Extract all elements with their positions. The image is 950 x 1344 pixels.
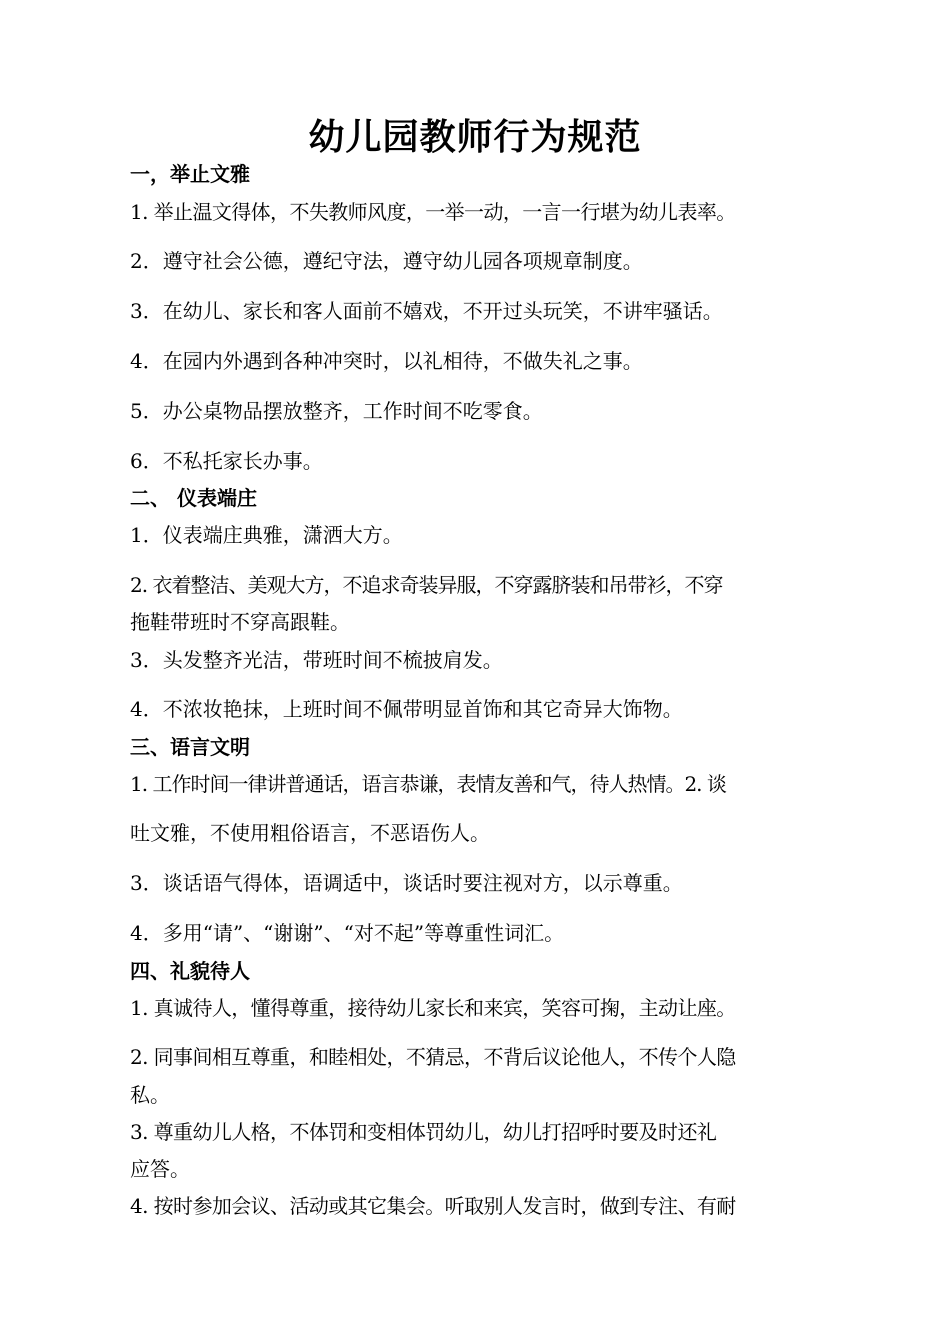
section-2-line-2: 2. 衣着整洁、美观大方，不追求奇装异服，不穿露脐装和吊带衫，不穿	[130, 573, 723, 597]
section-heading-2: 二、 仪表端庄	[130, 486, 257, 510]
section-4-line-6: 4. 按时参加会议、活动或其它集会。听取别人发言时，做到专注、有耐	[130, 1194, 736, 1218]
section-2-line-3: 拖鞋带班时不穿高跟鞋。	[130, 610, 350, 634]
section-1-line-4: 4．在园内外遇到各种冲突时，以礼相待，不做失礼之事。	[130, 349, 643, 373]
section-4-line-3: 私。	[130, 1083, 170, 1107]
section-3-line-2: 吐文雅，不使用粗俗语言，不恶语伤人。	[130, 821, 490, 845]
section-1-line-3: 3．在幼儿、家长和客人面前不嬉戏，不开过头玩笑，不讲牢骚话。	[130, 299, 723, 323]
section-2-line-4: 3．头发整齐光洁，带班时间不梳披肩发。	[130, 648, 503, 672]
section-3-line-4: 4．多用“请”、“谢谢”、“对不起”等尊重性词汇。	[130, 921, 565, 945]
document-title: 幼儿园教师行为规范	[308, 117, 642, 158]
section-4-line-4: 3. 尊重幼儿人格，不体罚和变相体罚幼儿，幼儿打招呼时要及时还礼	[130, 1120, 717, 1144]
section-1-line-2: 2．遵守社会公德，遵纪守法，遵守幼儿园各项规章制度。	[130, 249, 643, 273]
section-heading-3: 三、语言文明	[130, 735, 250, 759]
section-3-line-3: 3．谈话语气得体，语调适中，谈话时要注视对方，以示尊重。	[130, 871, 683, 895]
section-2-line-1: 1．仪表端庄典雅，潇洒大方。	[130, 523, 403, 547]
section-heading-1: 一，举止文雅	[130, 162, 250, 186]
section-4-line-5: 应答。	[130, 1157, 190, 1181]
section-2-line-5: 4．不浓妆艳抹，上班时间不佩带明显首饰和其它奇异大饰物。	[130, 697, 683, 721]
section-4-line-1: 1. 真诚待人，懂得尊重，接待幼儿家长和来宾，笑容可掬，主动让座。	[130, 996, 736, 1020]
section-heading-4: 四、礼貌待人	[130, 959, 250, 983]
section-1-line-1: 1. 举止温文得体，不失教师风度，一举一动，一言一行堪为幼儿表率。	[130, 200, 736, 224]
section-1-line-6: 6．不私托家长办事。	[130, 449, 323, 473]
section-1-line-5: 5．办公桌物品摆放整齐，工作时间不吃零食。	[130, 399, 543, 423]
section-4-line-2: 2. 同事间相互尊重，和睦相处，不猜忌，不背后议论他人，不传个人隐	[130, 1045, 736, 1069]
section-3-line-1: 1. 工作时间一律讲普通话，语言恭谦，表情友善和气，待人热情。2. 谈	[130, 772, 726, 796]
